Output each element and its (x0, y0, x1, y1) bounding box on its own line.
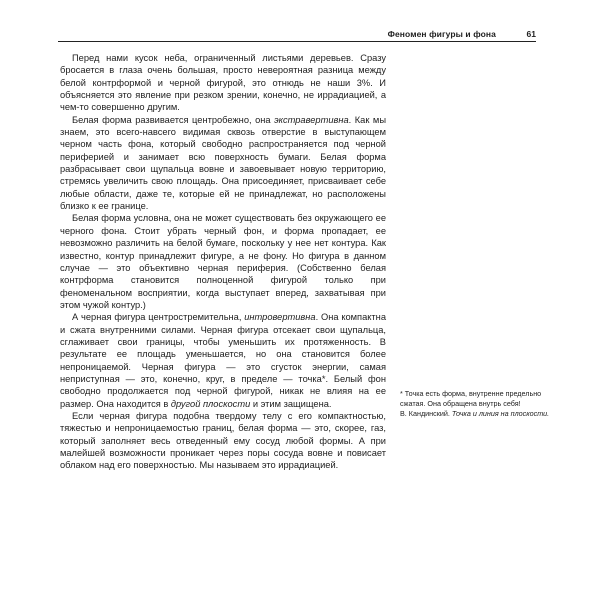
footnote-citation (400, 409, 563, 419)
paragraph-2: Белая форма развивается центробежно, она экстравертивна. Как мы знаем, это всего-навсего видимая сквозь отверстие в выступающем черном часть фона, который свободно распространяется под черной периферией и занимает всю поверхность бумаги. Белая форма разбрасывает свои щупальца вовне и завоевывает новую территорию, стремясь увеличить свою площадь. Она присоединяет, присваивает себе любые области, даже те, которые ей не принадлежат, но расположены близко к ее границе. (60, 114, 387, 212)
footnote (400, 389, 563, 418)
paragraph-1: Перед нами кусок неба, ограниченный листьями деревьев. Сразу бросается в глаза очень большая, просто невероятная разница между белой контрформой и черной фигурой, это отнюдь не наши 3%. И объясняется это явление при резком зрении, конечно, не иррадиацией, а чем-то совершенно другим. (60, 53, 386, 113)
page-number: 61 (526, 29, 536, 39)
footnote-author: В. Кандинский. (400, 408, 452, 418)
paragraph-4: А черная фигура центростремительна, интровертивна. Она компактна и сжата внутренними силами. Черная фигура отсекает свои щупальца, сглаживает свои границы, чтобы уменьшить их протяженность. В результате ее площадь уменьшается, но она становится более непроницаемой. Черная фигура — это сгусток энергии, самая неприступная — это, конечно, круг, в пределе — точка*. Белый фон свободно продолжается под черной фигурой, никак не влияя на ее размер. Она находится в другой плоскости и этим защищена. (60, 312, 386, 409)
paragraph-3: Белая форма условна, она не может существовать без окружающего ее черного фона. Стоит убрать черный фон, и форма пропадает, ее невозможно различить на белой бумаге, поскольку у нее нет контура. Как известно, контур принадлежит фигуре, а не фону. Но фигура в данном случае — это объективно черная периферия. (Собственно белая контрформа становится полноценной фигурой только при феноменальном восприятии, когда выступает вперед, захватывая при этом чужой контур.) (60, 213, 386, 310)
term-other-plane: другой плоскости (170, 398, 251, 409)
term-extravertive: экстравертивна (274, 114, 349, 125)
paragraph-5: Если черная фигура подобна твердому телу с его компактностью, тяжестью и непроницаемостью границ, белая форма — это, скорее, газ, который заполняет весь отведенный ему сосуд любой формы. А при малейшей возможности проникает через поры сосуда вовне и повисает облаком над его поверхностью. Мы называем это иррадиацией. (60, 410, 386, 471)
running-title: Феномен фигуры и фона (387, 29, 496, 39)
term-introvertive: интровертивна (244, 312, 316, 323)
page-header (58, 29, 536, 42)
footnote-quote: * Точка есть форма, внутренне предельно сжатая. Она обращена внутрь себя! (400, 389, 542, 408)
footnote-source: Точка и линия на плоскости. (451, 408, 550, 418)
main-text-column (60, 52, 386, 472)
